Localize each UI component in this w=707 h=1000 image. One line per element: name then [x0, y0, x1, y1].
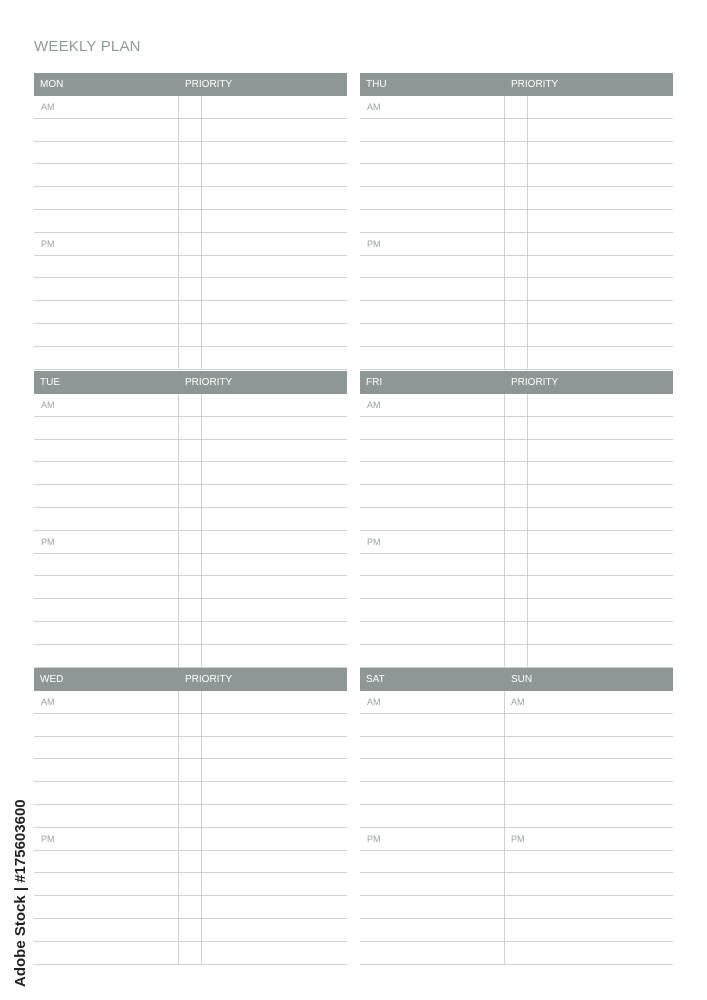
day-label: SUN [511, 674, 533, 685]
writing-line [360, 782, 673, 805]
am-label: AM [41, 400, 55, 410]
writing-line [34, 759, 347, 782]
priority-label: PRIORITY [511, 377, 559, 388]
am-label: AM [511, 697, 525, 707]
writing-line [34, 440, 347, 463]
panel-header [360, 73, 673, 96]
panel-header [34, 668, 347, 691]
writing-line [34, 576, 347, 599]
panel-header [34, 371, 347, 394]
writing-line [360, 324, 673, 347]
writing-line [34, 554, 347, 577]
writing-line [34, 96, 347, 119]
writing-line [34, 919, 347, 942]
writing-line [34, 851, 347, 874]
line-rows [34, 96, 347, 370]
writing-line [360, 142, 673, 165]
column-divider [178, 96, 179, 370]
writing-line [360, 508, 673, 531]
writing-line [34, 233, 347, 256]
am-label: AM [367, 102, 381, 112]
day-panel-fri [360, 371, 673, 668]
priority-label: PRIORITY [185, 377, 233, 388]
writing-line [34, 417, 347, 440]
panel-header [34, 73, 347, 96]
priority-column-divider [201, 96, 202, 370]
priority-label: PRIORITY [185, 674, 233, 685]
day-label: MON [40, 79, 64, 90]
writing-line [360, 759, 673, 782]
writing-line [34, 187, 347, 210]
column-divider [178, 691, 179, 965]
priority-label: PRIORITY [185, 79, 233, 90]
writing-line [360, 164, 673, 187]
writing-line [34, 485, 347, 508]
writing-line [360, 278, 673, 301]
priority-column-divider [527, 96, 528, 370]
writing-line [34, 942, 347, 965]
line-rows [34, 394, 347, 668]
writing-line [360, 576, 673, 599]
writing-line [360, 485, 673, 508]
am-label: AM [41, 102, 55, 112]
writing-line [34, 873, 347, 896]
writing-line [34, 256, 347, 279]
writing-line [360, 347, 673, 370]
writing-line [360, 691, 673, 714]
writing-line [360, 233, 673, 256]
writing-line [34, 782, 347, 805]
pm-label: PM [41, 536, 55, 547]
day-label: FRI [366, 377, 383, 388]
pm-label: PM [367, 833, 381, 844]
day-panel-wed [34, 668, 347, 965]
writing-line [360, 919, 673, 942]
writing-line [34, 599, 347, 622]
writing-line [360, 645, 673, 668]
pm-label: PM [367, 238, 381, 249]
writing-line [34, 737, 347, 760]
panel-header [360, 371, 673, 394]
writing-line [360, 851, 673, 874]
writing-line [34, 896, 347, 919]
writing-line [34, 691, 347, 714]
day-label: WED [40, 674, 64, 685]
pm-label: PM [41, 833, 55, 844]
day-label: SAT [366, 674, 385, 685]
column-divider [504, 394, 505, 668]
writing-line [360, 394, 673, 417]
column-divider [504, 96, 505, 370]
writing-line [34, 210, 347, 233]
writing-line [360, 301, 673, 324]
writing-line [360, 622, 673, 645]
priority-label: PRIORITY [511, 79, 559, 90]
writing-line [360, 599, 673, 622]
writing-line [34, 622, 347, 645]
writing-line [360, 96, 673, 119]
writing-line [34, 142, 347, 165]
writing-line [34, 714, 347, 737]
priority-column-divider [201, 394, 202, 668]
day-panel-mon [34, 73, 347, 370]
day-panel-thu [360, 73, 673, 370]
writing-line [34, 347, 347, 370]
writing-line [360, 119, 673, 142]
priority-column-divider [527, 394, 528, 668]
page-title: WEEKLY PLAN [34, 38, 141, 55]
writing-line [34, 462, 347, 485]
writing-line [360, 805, 673, 828]
pm-label: PM [41, 238, 55, 249]
writing-line [34, 394, 347, 417]
writing-line [360, 896, 673, 919]
writing-line [360, 737, 673, 760]
panel-header [360, 668, 673, 691]
writing-line [360, 210, 673, 233]
writing-line [360, 256, 673, 279]
writing-line [34, 301, 347, 324]
writing-line [34, 119, 347, 142]
column-divider [504, 691, 505, 965]
writing-line [34, 508, 347, 531]
writing-line [34, 164, 347, 187]
am-label: AM [367, 400, 381, 410]
writing-line [34, 828, 347, 851]
day-panel-satsun [360, 668, 673, 965]
column-divider [178, 394, 179, 668]
am-label: AM [367, 697, 381, 707]
writing-line [34, 324, 347, 347]
line-rows [360, 691, 673, 965]
priority-column-divider [201, 691, 202, 965]
writing-line [360, 462, 673, 485]
writing-line [34, 531, 347, 554]
writing-line [34, 278, 347, 301]
writing-line [360, 440, 673, 463]
pm-label: PM [367, 536, 381, 547]
day-panel-tue [34, 371, 347, 668]
writing-line [360, 714, 673, 737]
writing-line [360, 873, 673, 896]
writing-line [34, 805, 347, 828]
am-label: AM [41, 697, 55, 707]
stock-watermark: Adobe Stock | #175603600 [12, 799, 29, 987]
writing-line [360, 554, 673, 577]
day-label: THU [366, 79, 387, 90]
writing-line [34, 645, 347, 668]
line-rows [360, 394, 673, 668]
writing-line [360, 942, 673, 965]
writing-line [360, 187, 673, 210]
writing-line [360, 531, 673, 554]
line-rows [34, 691, 347, 965]
pm-label: PM [511, 833, 525, 844]
day-label: TUE [40, 377, 60, 388]
writing-line [360, 417, 673, 440]
writing-line [360, 828, 673, 851]
line-rows [360, 96, 673, 370]
